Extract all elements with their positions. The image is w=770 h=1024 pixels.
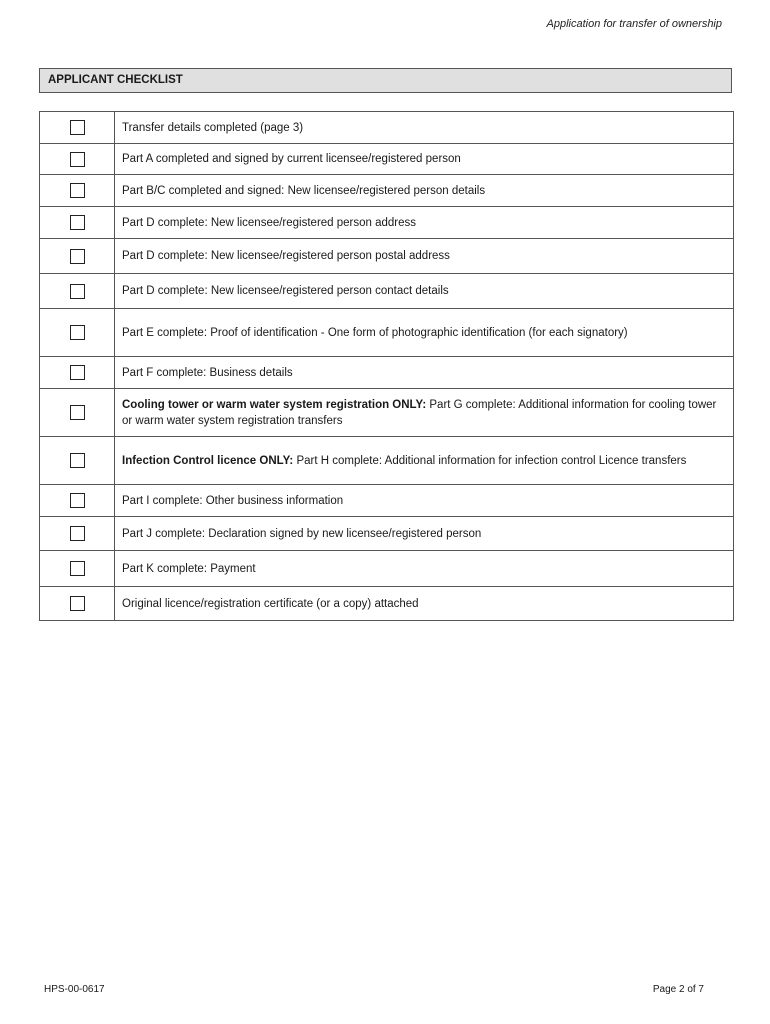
applicant-checklist-table	[39, 111, 734, 621]
checklist-item-text: Part B/C completed and signed: New licensee/registered person details	[122, 184, 486, 197]
checklist-item-text: Part A completed and signed by current licensee/registered person	[122, 153, 461, 165]
checklist-item-text: Part D complete: New licensee/registered person contact details	[122, 285, 449, 297]
checklist-row	[40, 551, 734, 587]
checkbox-part-d-address[interactable]	[70, 215, 85, 230]
checklist-row	[40, 517, 734, 551]
checklist-row	[40, 175, 734, 207]
checklist-item-text: Part F complete: Business details	[122, 366, 293, 379]
checklist-item-condition: Cooling tower or warm water system registration ONLY:	[122, 398, 427, 411]
checklist-row	[40, 485, 734, 517]
checklist-item-condition: Infection Control licence ONLY:	[122, 454, 294, 467]
checklist-row	[40, 274, 734, 309]
checkbox-part-g[interactable]	[70, 405, 85, 420]
checkbox-original-certificate[interactable]	[70, 596, 85, 611]
checklist-item-text: Part D complete: New licensee/registered person address	[122, 216, 417, 229]
checklist-item-text: Part K complete: Payment	[122, 562, 256, 575]
checklist-item-text: Part I complete: Other business information	[122, 494, 344, 507]
checklist-row	[40, 239, 734, 274]
checklist-row	[40, 207, 734, 239]
checkbox-part-k[interactable]	[70, 561, 85, 576]
checkbox-transfer-details[interactable]	[70, 120, 85, 135]
checklist-item-text: Part D complete: New licensee/registered person postal address	[122, 250, 450, 262]
checklist-row	[40, 437, 734, 485]
checklist-row	[40, 357, 734, 389]
checklist-row	[40, 309, 734, 357]
checkbox-part-d-postal[interactable]	[70, 249, 85, 264]
applicant-checklist-heading: APPLICANT CHECKLIST	[39, 68, 732, 93]
checkbox-part-j[interactable]	[70, 526, 85, 541]
checklist-row	[40, 112, 734, 144]
checklist-item-text: Part G complete: Additional information for cooling tower or warm water system registration transfers	[122, 398, 717, 427]
checkbox-part-e[interactable]	[70, 325, 85, 340]
form-code: HPS-00-0617	[44, 984, 105, 995]
checklist-item-text: Transfer details completed (page 3)	[122, 121, 304, 134]
checklist-row	[40, 144, 734, 175]
checkbox-part-h[interactable]	[70, 453, 85, 468]
page-number: Page 2 of 7	[652, 984, 704, 995]
checklist-row	[40, 587, 734, 621]
checkbox-part-d-contact[interactable]	[70, 284, 85, 299]
checkbox-part-bc[interactable]	[70, 183, 85, 198]
document-header-title: Application for transfer of ownership	[546, 18, 722, 30]
checklist-item-text: Part E complete: Proof of identification - One form of photographic identification (for each signatory)	[122, 326, 628, 339]
checkbox-part-i[interactable]	[70, 493, 85, 508]
checklist-item-text: Part H complete: Additional information for infection control Licence transfers	[293, 454, 687, 467]
checkbox-part-f[interactable]	[70, 365, 85, 380]
checklist-row	[40, 389, 734, 437]
checklist-item-text: Part J complete: Declaration signed by new licensee/registered person	[122, 527, 482, 540]
checklist-item-text: Original licence/registration certificate (or a copy) attached	[122, 597, 419, 610]
checkbox-part-a[interactable]	[70, 152, 85, 167]
